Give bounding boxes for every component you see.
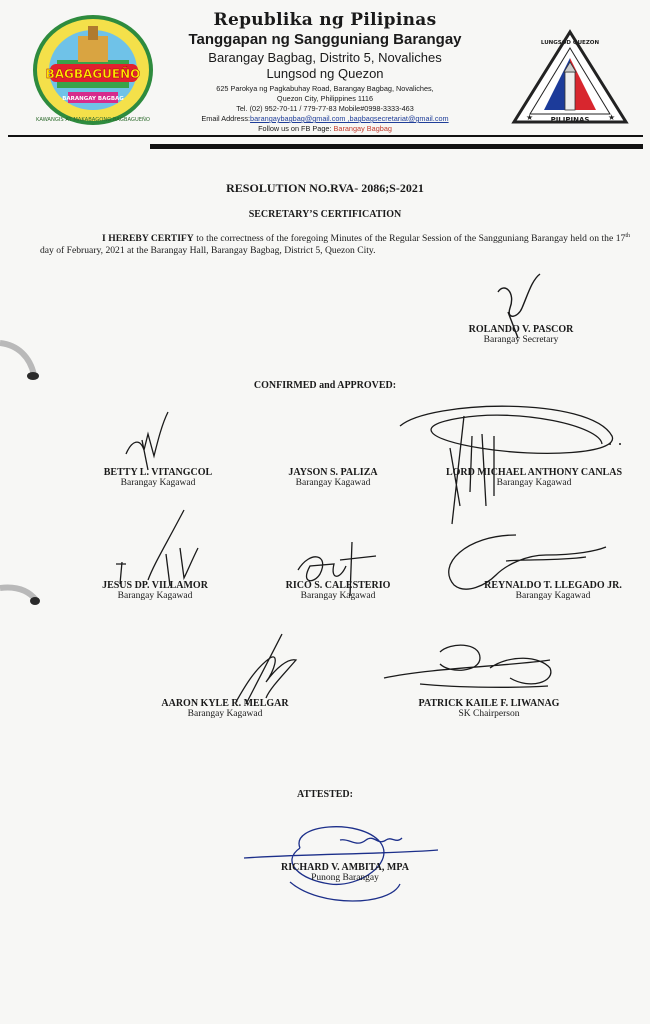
confirmed-approved-label: CONFIRMED and APPROVED:	[253, 380, 397, 391]
certify-lead: I HEREBY CERTIFY	[102, 233, 194, 245]
email-label: Email Address:	[201, 114, 251, 123]
signatory-vitangcol: BETTY L. VITANGCOL Barangay Kagawad	[103, 467, 213, 488]
certification-paragraph: I HEREBY CERTIFY to the correctness of the foregoing Minutes of the Regular Session of the Sangguniang Barangay held on the 17th day of February, 2021 at the Barangay Hall, Barangay Bagbag, District 5, Quezon City.	[40, 233, 630, 257]
certification-title: SECRETARY’S CERTIFICATION	[248, 209, 402, 220]
svg-text:LUNGSOD QUEZON: LUNGSOD QUEZON	[540, 40, 600, 46]
office-heading: Tanggapan ng Sangguniang Barangay	[188, 31, 462, 48]
district-line: Barangay Bagbag, Distrito 5, Novaliches	[208, 50, 442, 65]
quezon-city-seal	[510, 28, 630, 128]
city-line: Lungsod ng Quezon	[266, 66, 384, 81]
facebook-line	[150, 124, 500, 133]
signatory-paliza: JAYSON S. PALIZA Barangay Kagawad	[288, 467, 378, 488]
address-line-1: 625 Parokya ng Pagkabuhay Road, Barangay Bagbag, Novaliches,	[216, 84, 434, 93]
svg-text:★: ★	[526, 113, 534, 122]
svg-text:BAGBAGUEÑO: BAGBAGUEÑO	[45, 67, 141, 81]
signatory-secretary: ROLANDO V. PASCOR Barangay Secretary	[468, 324, 574, 345]
email-links[interactable]: barangaybagbag@gmail.com ,bagbagsecretariat@gmail.com	[250, 114, 449, 123]
svg-text:BARANGAY BAGBAG: BARANGAY BAGBAG	[62, 96, 124, 102]
signatory-melgar: AARON KYLE R. MELGAR Barangay Kagawad	[161, 698, 289, 719]
signatory-llegado: REYNALDO T. LLEGADO JR. Barangay Kagawad	[484, 580, 622, 601]
facebook-label: Follow us on FB Page:	[258, 124, 334, 133]
email-line	[150, 114, 500, 123]
attested-label: ATTESTED:	[297, 789, 353, 800]
telephone-line: Tel. (02) 952-70-11 / 779-77-83 Mobile#0998-3333-463	[236, 104, 414, 113]
facebook-page-link[interactable]: Barangay Bagbag	[333, 124, 392, 133]
signatory-ambita: RICHARD V. AMBITA, MPA Punong Barangay	[281, 862, 409, 883]
barangay-bagbag-seal	[32, 14, 154, 126]
address-line-2: Quezon City, Philippines 1116	[276, 94, 374, 103]
signatory-calesterio: RICO S. CALESTERIO Barangay Kagawad	[285, 580, 391, 601]
signature-melgar	[226, 628, 316, 708]
signatory-villamor: JESUS DP. VILLAMOR Barangay Kagawad	[102, 580, 208, 601]
svg-text:★: ★	[608, 113, 616, 122]
signature-villamor	[108, 508, 208, 588]
signature-liwanag	[380, 638, 560, 703]
resolution-number: RESOLUTION NO.RVA- 2086;S-2021	[226, 181, 424, 195]
signatory-canlas: LORD MICHAEL ANTHONY CANLAS Barangay Kagawad	[445, 467, 623, 488]
svg-text:KAWANGIS AT MAKABAGONG BAGBAGU: KAWANGIS AT MAKABAGONG BAGBAGUEÑO	[36, 117, 150, 123]
svg-text:PILIPINAS: PILIPINAS	[550, 116, 590, 124]
header-rule-thick	[150, 144, 643, 149]
signature-canlas	[390, 396, 630, 526]
signature-vitangcol	[118, 410, 178, 475]
republic-heading: Republika ng Pilipinas	[213, 10, 437, 30]
header-rule-thin	[8, 135, 643, 137]
binder-ring-bottom	[0, 580, 45, 620]
signatory-liwanag: PATRICK KAILE F. LIWANAG SK Chairperson	[418, 698, 560, 719]
